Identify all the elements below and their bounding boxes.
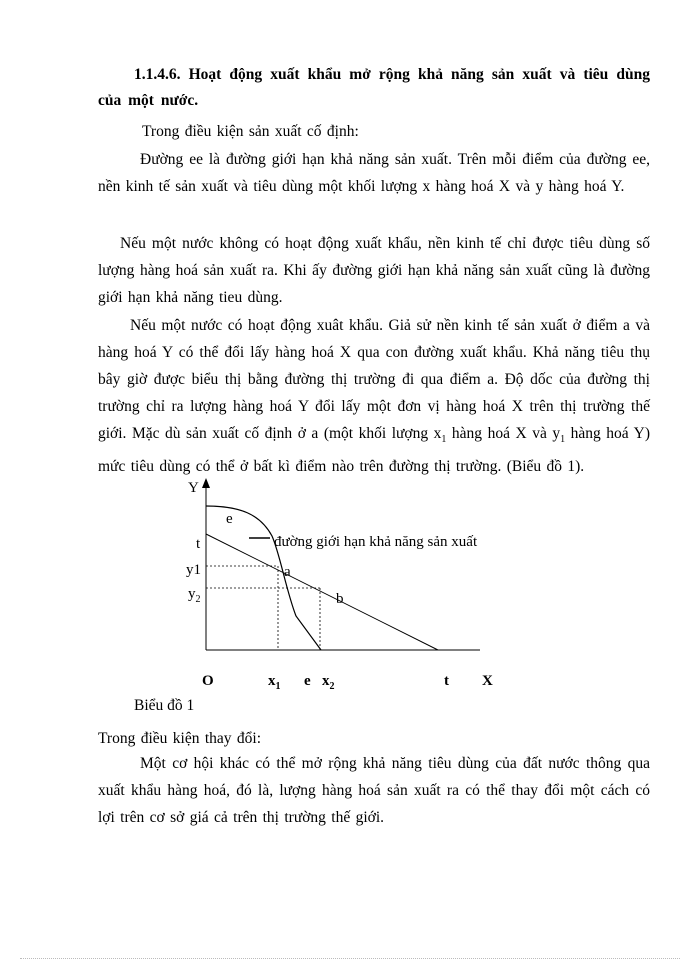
y-tick-t: t	[196, 536, 201, 552]
y-axis-arrow	[202, 478, 210, 488]
y-axis-label: Y	[188, 480, 199, 496]
subscript-x1: 1	[441, 434, 447, 446]
y-tick-y1: y1	[186, 562, 201, 578]
paragraph-with-export-part-c: hàng hoá Y) mức tiêu dùng có thể ở bất kì điểm nào trên đường thị trường. (Biểu đồ 1).	[98, 425, 650, 476]
paragraph-no-export: Nếu một nước không có hoạt động xuất khẩu, nền kinh tế chỉ được tiêu dùng số lượng hàng hoá sản xuất ra. Khi ấy đường giới hạn khả năng sản xuất cũng là đường giới hạn khả năng tieu dùng.	[98, 235, 650, 306]
production-possibility-chart	[180, 470, 520, 700]
point-a-label: a	[284, 564, 291, 580]
origin-label: O	[202, 673, 214, 689]
page-bottom-divider	[20, 958, 680, 959]
paragraph-with-export-part-b: hàng hoá X và y	[446, 425, 561, 442]
paragraph-fixed-conditions: Trong điều kiện sản xuất cố định:	[142, 123, 359, 140]
curve-label-e-top: e	[226, 511, 233, 527]
paragraph-changing-conditions: Trong điều kiện thay đổi:	[98, 730, 262, 747]
chart-caption: Biểu đồ 1	[134, 697, 195, 714]
x-tick-t: t	[444, 673, 449, 689]
subscript-y1: 1	[560, 434, 566, 446]
paragraph-ee-definition: Đường ee là đường giới hạn khả năng sản xuất. Trên mỗi điểm của đường ee, nền kinh tế sản xuất và tiêu dùng một khối lượng x hàng hoá X và y hàng hoá Y.	[98, 151, 650, 195]
x-axis-label: X	[482, 673, 493, 689]
paragraph-opportunity: Một cơ hội khác có thể mở rộng khả năng tiêu dùng của đất nước thông qua xuất khẩu hàng hoá, đó là, lượng hàng hoá sản xuất ra có thể thay đổi một cách có lợi trên cơ sở giá cả trên thị trường thế giới.	[98, 755, 650, 826]
ppf-curve	[206, 506, 321, 650]
paragraph-with-export-part-a: Nếu một nước có hoạt động xuât khẩu. Giả sử nền kinh tế sản xuất ở điểm a và hàng hoá Y có thể đổi lấy hàng hoá X qua con đường xuất khẩu. Khả năng tiêu thụ bây giờ được biểu thị bằng đường thị trường đi qua điểm a. Độ dốc của đường thị trường chỉ ra lượng hàng hoá Y đổi lấy một đơn vị hàng hoá X trên thị trường thế giới. Mặc dù sản xuất cố định ở a (một khối lượng x	[98, 317, 650, 442]
market-line	[206, 534, 438, 650]
x-tick-e: e	[304, 673, 311, 689]
x-tick-x1: $x_1$	[268, 673, 281, 692]
point-b-label: b	[336, 591, 344, 607]
paragraph-with-export	[98, 312, 650, 480]
section-heading: 1.1.4.6. Hoạt động xuất khẩu mở rộng khả năng sản xuất và tiêu dùng của một nước.	[98, 66, 650, 109]
curve-annotation: đường giới hạn khả năng sản xuất	[274, 534, 478, 550]
y-tick-y2: $y_2$	[188, 586, 201, 605]
x-tick-x2: $x_2$	[322, 673, 335, 692]
